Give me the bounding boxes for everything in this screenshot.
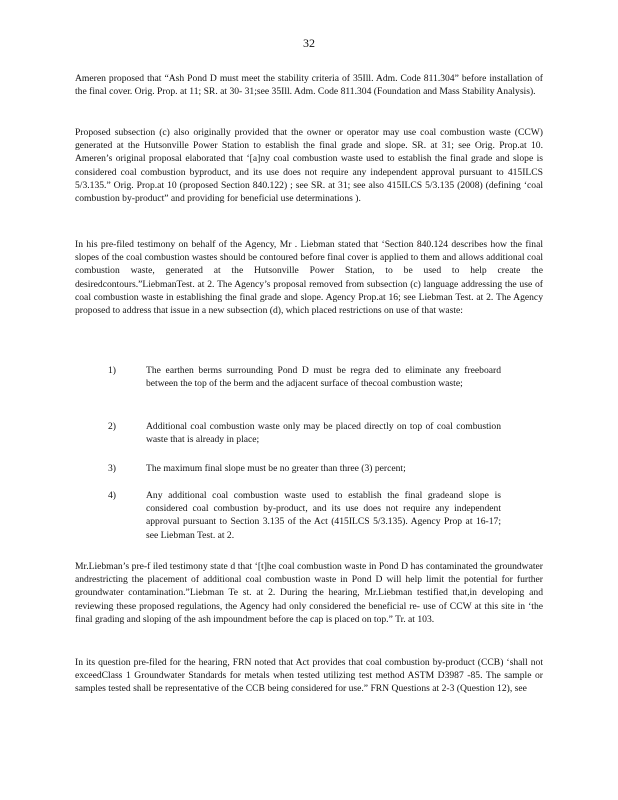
list-text: Any additional coal combustion waste used to establish the final gradeand slope is considered coal combustion by-product, and its use does not require any independent approval pursuant to Section 3.135 of the Act (415ILCS 5/3.135). Agency Prop at 16-17; see Liebman Test. at 2.: [146, 490, 501, 541]
page-number: 32: [303, 36, 315, 50]
paragraph-2: Proposed subsection (c) also originally provided that the owner or operator may use coal combustion waste (CCW) generated at the Hutsonville Power Station to establish the final grade and slope. SR. at 31; see Orig. Prop.at 10. Ameren’s original proposal elaborated that ‘[a]ny coal combustion waste used to establish the final grade and slope is considered coal combustion byproduct, and its use does not require any independent approval pursuant to 415ILCS 5/3.135.” Orig. Prop.at 10 (proposed Section 840.122) ; see SR. at 31; see also 415ILCS 5/3.135 (2008) (defining ‘coal combustion by-product” and providing for beneficial use determinations ).: [75, 127, 543, 205]
paragraph-4: Mr.Liebman’s pre-f iled testimony state d that ‘[t]he coal combustion waste in Pond D has contaminated the groundwater andrestricting the placement of additional coal combustion waste in Pond D will help limit the potential for further groundwater contamination.”Liebman Te st. at 2. During the hearing, Mr.Liebman testified that,in developing and reviewing these proposed regulations, the Agency had only considered the beneficial re- use of CCW at this site in ‘the final grading and sloping of the ash impoundment before the cap is placed on top.” Tr. at 103.: [75, 561, 543, 625]
list-text: Additional coal combustion waste only may be placed directly on top of coal combustion waste that is already in place;: [146, 421, 501, 446]
paragraph-3: In his pre-filed testimony on behalf of the Agency, Mr . Liebman stated that ‘Section 840.124 describes how the final slopes of the coal combustion wastes should be contoured before final cover is applied to them and allows additional coal combustion waste, generated at the Hutsonville Power Station, to be used to help create the desiredcontours.”LiebmanTest. at 2. The Agency’s proposal removed from subsection (c) language addressing the use of coal combustion waste in establishing the final grade and slope. Agency Prop.at 16; see Liebman Test. at 2. The Agency proposed to address that issue in a new subsection (d), which placed restrictions on use of that waste:: [75, 239, 543, 317]
list-number: 2): [108, 421, 116, 432]
paragraph-5: In its question pre-filed for the hearing, FRN noted that Act provides that coal combustion by-product (CCB) ‘shall not exceedClass 1 Groundwater Standards for metals when tested utilizing test method ASTM D3987 -85. The sample or samples tested shall be representative of the CCB being considered for use.” FRN Questions at 2-3 (Question 12), see: [75, 657, 543, 695]
list-text: The maximum final slope must be no greater than three (3) percent;: [146, 463, 406, 474]
list-text: The earthen berms surrounding Pond D must be regra ded to eliminate any freeboard between the top of the berm and the adjacent surface of thecoal combustion waste;: [146, 365, 501, 390]
list-number: 3): [108, 463, 116, 474]
list-number: 4): [108, 490, 116, 501]
list-number: 1): [108, 365, 116, 376]
paragraph-1: Ameren proposed that “Ash Pond D must meet the stability criteria of 35Ill. Adm. Code 811.304” before installation of the final cover. Orig. Prop. at 11; SR. at 30- 31;see 35Ill. Adm. Code 811.304 (Foundation and Mass Stability Analysis).: [75, 73, 543, 98]
